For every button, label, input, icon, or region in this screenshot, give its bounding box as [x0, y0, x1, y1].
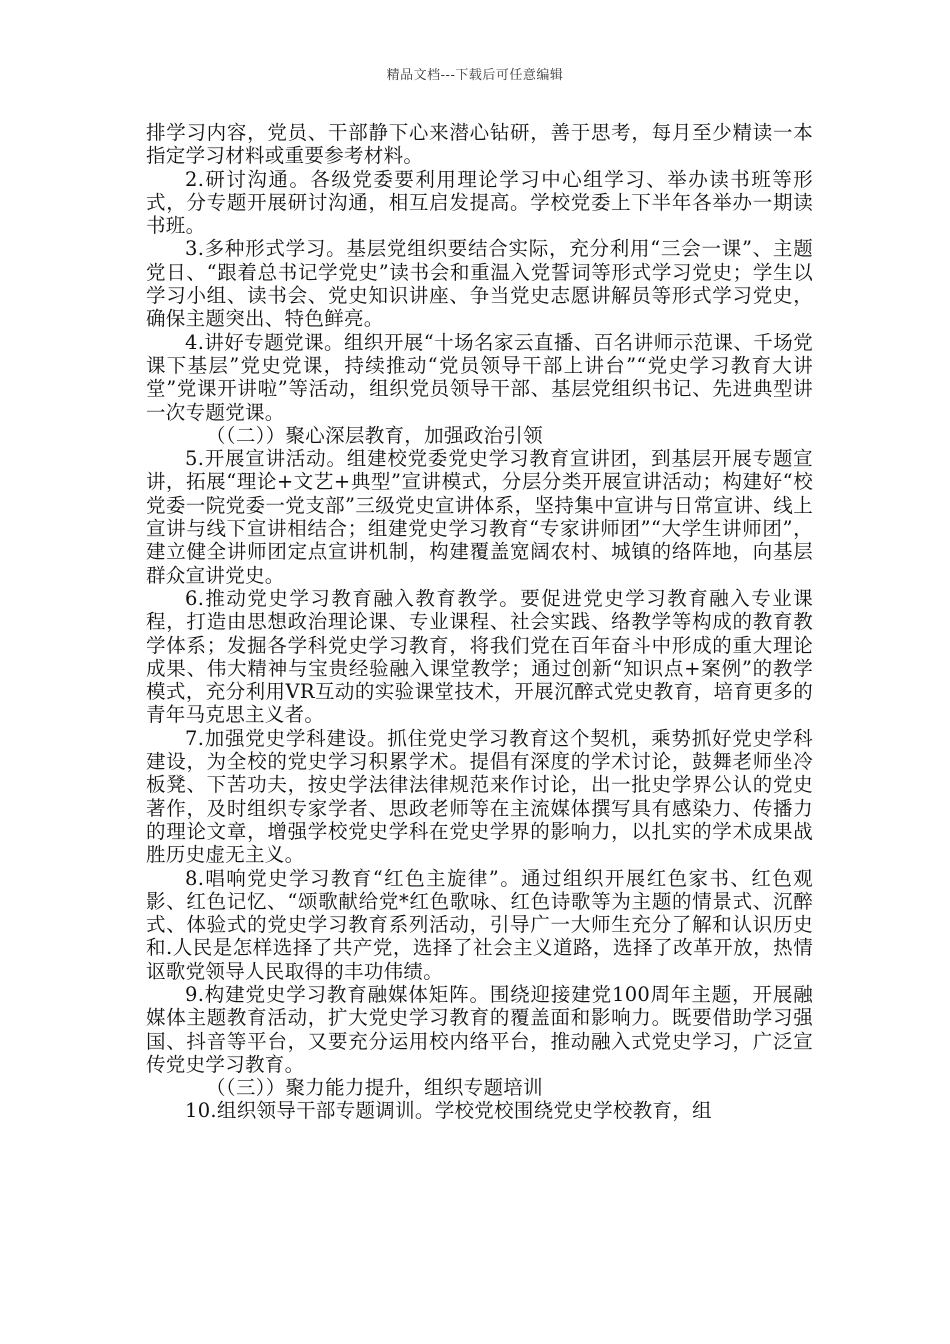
- paragraph-item-4: 4.讲好专题党课。组织开展“十场名家云直播、百名讲师示范课、千场党课下基层”党史党课，持续推动“党员领导干部上讲台”“党史学习教育大讲堂”党课开讲啦”等活动，组织党员领导干部、基层党组织书记、先进典型讲一次专题党课。: [146, 330, 813, 424]
- paragraph-item-2: 2.研讨沟通。各级党委要利用理论学习中心组学习、举办读书班等形式，分专题开展研讨沟通，相互启发提高。学校党委上下半年各举办一期读书班。: [146, 167, 813, 238]
- paragraph-item-3: 3.多种形式学习。基层党组织要结合实际，充分利用“三会一课”、主题党日、“跟着总书记学党史”读书会和重温入党誓词等形式学习党史；学生以学习小组、读书会、党史知识讲座、争当党史志愿讲解员等形式学习党史，确保主题突出、特色鲜亮。: [146, 237, 813, 331]
- paragraph-item-6: 6.推动党史学习教育融入教育教学。要促进党史学习教育融入专业课程，打造由思想政治理论课、专业课程、社会实践、络教学等构成的教育教学体系；发掘各学科党史学习教育，将我们党在百年奋斗中形成的重大理论成果、伟大精神与宝贵经验融入课堂教学；通过创新“知识点+案例”的教学模式，充分利用VR互动的实验课堂技术，开展沉醉式党史教育，培育更多的青年马克思主义者。: [146, 586, 813, 727]
- paragraph-item-9: 9.构建党史学习教育融媒体矩阵。围绕迎接建党100周年主题，开展融媒体主题教育活动，扩大党史学习教育的覆盖面和影响力。既要借助学习强国、抖音等平台，又要充分运用校内络平台，推动融入式党史学习，广泛宣传党史学习教育。: [146, 982, 813, 1076]
- paragraph-item-10: 10.组织领导干部专题调训。学校党校围绕党史学校教育，组: [185, 1099, 712, 1123]
- document-body: [146, 121, 813, 1123]
- paragraph-item-7: 7.加强党史学科建设。抓住党史学习教育这个契机，乘势抓好党史学科建设，为全校的党史学习积累学术。提倡有深度的学术讨论，鼓舞老师坐冷板凳、下苦功夫，按史学法律法律规范来作讨论，出一批史学界公认的党史著作，及时组织专家学者、思政老师等在主流媒体撰写具有感染力、传播力的理论文章，增强学校党史学科在党史学界的影响力，以扎实的学术成果战胜历史虚无主义。: [146, 726, 813, 867]
- paragraph-item-5: 5.开展宣讲活动。组建校党委党史学习教育宣讲团，到基层开展专题宣讲，拓展“理论+文艺+典型”宣讲模式，分层分类开展宣讲活动；构建好“校党委一院党委一党支部”三级党史宣讲体系，坚持集中宣讲与日常宣讲、线上宣讲与线下宣讲相结合；组建党史学习教育“专家讲师团”“大学生讲师团”，建立健全讲师团定点宣讲机制，构建覆盖宽阔农村、城镇的络阵地，向基层群众宣讲党史。: [146, 447, 813, 587]
- section-heading-3: （（三））聚力能力提升，组织专题培训: [206, 1076, 543, 1100]
- paragraph-continuation: 排学习内容，党员、干部静下心来潜心钻研，善于思考，每月至少精读一本指定学习材料或重要参考材料。: [146, 121, 813, 168]
- page-header: 精品文档---下载后可任意编辑: [386, 68, 564, 83]
- section-heading-2: （（二））聚心深层教育，加强政治引领: [206, 423, 543, 447]
- paragraph-item-8: 8.唱响党史学习教育“红色主旋律”。通过组织开展红色家书、红色观影、红色记忆、“颂歌献给党*红色歌咏、红色诗歌等为主题的情景式、沉醉式、体验式的党史学习教育系列活动，引导广一大师生充分了解和认识历史和.人民是怎样选择了共产党，选择了社会主义道路，选择了改革开放，热情讴歌党领导人民取得的丰功伟绩。: [146, 866, 813, 983]
